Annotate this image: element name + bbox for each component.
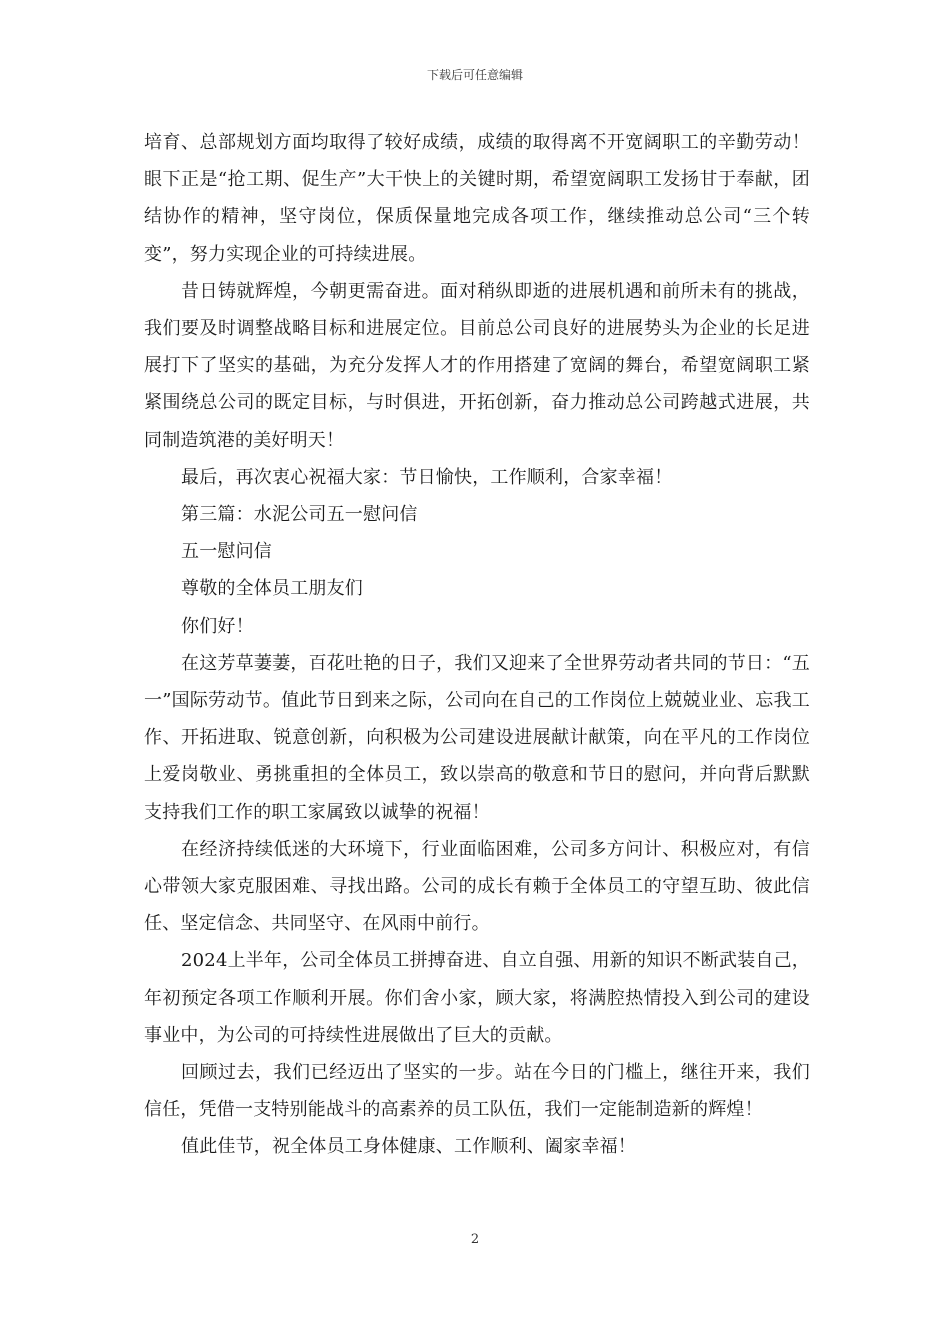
paragraph: 在这芳草萋萋，百花吐艳的日子，我们又迎来了全世界劳动者共同的节日：“五一”国际劳动节。值此节日到来之际，公司向在自己的工作岗位上兢兢业业、忘我工作、开拓进取、锐意创新，向积极为公司建设进展献计献策，向在平凡的工作岗位上爱岗敬业、勇挑重担的全体员工，致以崇高的敬意和节日的慰问，并向背后默默支持我们工作的职工家属致以诚挚的祝福！ [144,652,810,823]
letter-title: 五一慰问信 [181,541,272,563]
section-title: 第三篇：水泥公司五一慰问信 [181,504,418,526]
letter-salutation: 尊敬的全体员工朋友们 [181,578,363,600]
paragraph: 回顾过去，我们已经迈出了坚实的一步。站在今日的门槛上，继往开来，我们信任，凭借一支特别能战斗的高素养的员工队伍，我们一定能制造新的辉煌！ [144,1062,810,1121]
paragraph: 2024上半年，公司全体员工拼搏奋进、自立自强、用新的知识不断武装自己，年初预定各项工作顺利开展。你们舍小家，顾大家，将满腔热情投入到公司的建设事业中，为公司的可持续性进展做出了巨大的贡献。 [144,950,811,1046]
page-number: 2 [470,1232,480,1247]
paragraph: 最后，再次衷心祝福大家：节日愉快，工作顺利，合家幸福！ [181,466,673,488]
page-header: 下载后可任意编辑 [426,68,523,82]
paragraph: 值此佳节，祝全体员工身体健康、工作顺利、阖家幸福！ [181,1136,636,1158]
paragraph: 昔日铸就辉煌，今朝更需奋进。面对稍纵即逝的进展机遇和前所未有的挑战，我们要及时调整战略目标和进展定位。目前总公司良好的进展势头为企业的长足进展打下了坚实的基础，为充分发挥人才的作用搭建了宽阔的舞台，希望宽阔职工紧紧围绕总公司的既定目标，与时俱进，开拓创新，奋力推动总公司跨越式进展，共同制造筑港的美好明天！ [144,280,810,451]
document-body [144,124,810,1166]
letter-greeting: 你们好！ [181,615,254,637]
paragraph: 培育、总部规划方面均取得了较好成绩，成绩的取得离不开宽阔职工的辛勤劳动！眼下正是“抢工期、促生产”大干快上的关键时期，希望宽阔职工发扬甘于奉献，团结协作的精神，坚守岗位，保质保量地完成各项工作，继续推动总公司“三个转变”，努力实现企业的可持续进展。 [144,132,810,265]
paragraph: 在经济持续低迷的大环境下，行业面临困难，公司多方问计、积极应对，有信心带领大家克服困难、寻找出路。公司的成长有赖于全体员工的守望互助、彼此信任、坚定信念、共同坚守、在风雨中前行。 [144,838,810,935]
